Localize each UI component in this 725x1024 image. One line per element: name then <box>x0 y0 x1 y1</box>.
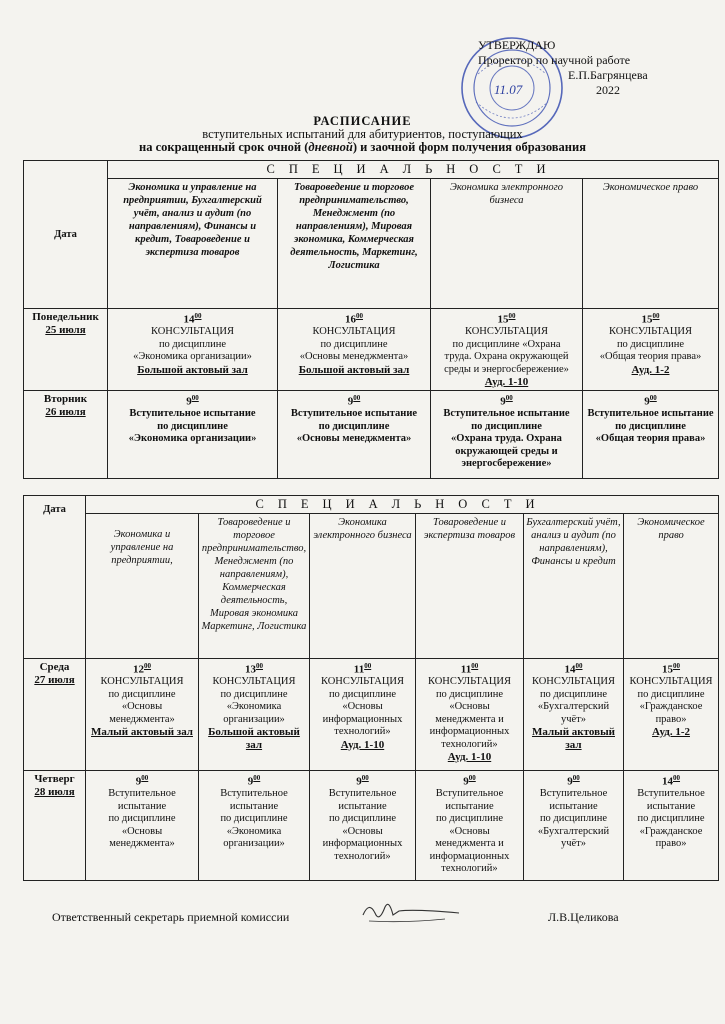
schedule-cell: $16^{00}$ КОНСУЛЬТАЦИЯ по дисциплине «Основы менеджмента» Большой актовый зал <box>278 309 431 391</box>
table-row <box>24 771 719 881</box>
approval-year: 2022 <box>596 83 620 97</box>
column-header: Экономика электронного бизнеса <box>310 514 416 659</box>
schedule-cell: $13^{00}$ КОНСУЛЬТАЦИЯ по дисциплине «Экономика организации» Большой актовый зал <box>199 659 310 771</box>
date-header: Дата <box>24 161 108 309</box>
table-row <box>24 309 719 391</box>
schedule-cell: $9^{00}$ Вступительное испытание по дисциплине «Основы менеджмента и информационных технологий» <box>416 771 524 881</box>
specialties-header: СПЕЦИАЛЬНОСТИ <box>108 161 719 179</box>
schedule-cell: $9^{00}$ Вступительное испытание по дисциплине «Основы информационных технологий» <box>310 771 416 881</box>
approval-block <box>478 38 708 98</box>
column-header: Экономика и управление на предприятии, <box>86 514 199 659</box>
title-main: РАСПИСАНИЕ <box>313 114 412 128</box>
date-header: Дата <box>24 496 86 659</box>
schedule-cell: $9^{00}$ Вступительное испытание по дисциплине «Экономика организации» <box>108 391 278 479</box>
column-header: Экономика электронного бизнеса <box>431 179 583 309</box>
schedule-cell: $9^{00}$ Вступительное испытание по дисциплине «Бухгалтерский учёт» <box>524 771 624 881</box>
approval-name: Е.П.Багрянцева <box>568 68 648 82</box>
schedule-cell: $9^{00}$ Вступительное испытание по дисциплине «Охрана труда. Охрана окружающей среды и энергосбережение» <box>431 391 583 479</box>
table-row <box>24 391 719 479</box>
row-date: Среда 27 июля <box>24 659 86 771</box>
column-header: Бухгалтерский учёт, анализ и аудит (по направлениям), Финансы и кредит <box>524 514 624 659</box>
schedule-cell: $12^{00}$ КОНСУЛЬТАЦИЯ по дисциплине «Основы менеджмента» Малый актовый зал <box>86 659 199 771</box>
schedule-cell: $9^{00}$ Вступительное испытание по дисциплине «Экономика организации» <box>199 771 310 881</box>
schedule-cell: $9^{00}$ Вступительное испытание по дисциплине «Основы менеджмента» <box>278 391 431 479</box>
schedule-cell: $15^{00}$ КОНСУЛЬТАЦИЯ по дисциплине «Общая теория права» Ауд. 1-2 <box>583 309 719 391</box>
signature <box>355 893 465 933</box>
schedule-cell: $14^{00}$ КОНСУЛЬТАЦИЯ по дисциплине «Бухгалтерский учёт» Малый актовый зал <box>524 659 624 771</box>
schedule-cell: $15^{00}$ КОНСУЛЬТАЦИЯ по дисциплине «Охрана труда. Охрана окружающей среды и энергосбережение» Ауд. 1-10 <box>431 309 583 391</box>
column-header: Товароведение и торговое предпринимательство, Менеджмент (по направлениям), Коммерческая деятельность, Мировая экономика Маркетинг, Логистика <box>199 514 310 659</box>
schedule-cell: $14^{00}$ Вступительное испытание по дисциплине «Гражданское право» <box>624 771 719 881</box>
schedule-cell: $11^{00}$ КОНСУЛЬТАЦИЯ по дисциплине «Основы информационных технологий» Ауд. 1-10 <box>310 659 416 771</box>
schedule-cell: $9^{00}$ Вступительное испытание по дисциплине «Основы менеджмента» <box>86 771 199 881</box>
approval-title: УТВЕРЖДАЮ <box>478 38 556 52</box>
document-title <box>0 115 725 154</box>
table-row <box>24 659 719 771</box>
footer-role: Ответственный секретарь приемной комиссии <box>52 910 290 924</box>
schedule-cell: $15^{00}$ КОНСУЛЬТАЦИЯ по дисциплине «Гражданское право» Ауд. 1-2 <box>624 659 719 771</box>
row-date: Понедельник 25 июля <box>24 309 108 391</box>
row-date: Четверг 28 июля <box>24 771 86 881</box>
title-forms: на сокращенный срок очной (дневной) и заочной форм получения образования <box>139 140 586 154</box>
schedule-table-1 <box>23 160 719 479</box>
title-subtitle: вступительных испытаний для абитуриентов, поступающих <box>202 127 523 141</box>
schedule-table-2 <box>23 495 719 881</box>
column-header: Экономика и управление на предприятии, Бухгалтерский учёт, анализ и аудит (по направлениям), Финансы и кредит, Товароведение и экспертиза товаров <box>108 179 278 309</box>
specialties-header: СПЕЦИАЛЬНОСТИ <box>86 496 719 514</box>
column-header: Товароведение и торговое предпринимательство, Менеджмент (по направлениям), Мировая экономика, Коммерческая деятельность, Маркетинг, Логистика <box>278 179 431 309</box>
schedule-cell: $14^{00}$ КОНСУЛЬТАЦИЯ по дисциплине «Экономика организации» Большой актовый зал <box>108 309 278 391</box>
schedule-cell: $9^{00}$ Вступительное испытание по дисциплине «Общая теория права» <box>583 391 719 479</box>
schedule-cell: $11^{00}$ КОНСУЛЬТАЦИЯ по дисциплине «Основы менеджмента и информационных технологий» Ауд. 1-10 <box>416 659 524 771</box>
approval-position: Проректор по научной работе <box>478 53 631 67</box>
column-header: Товароведение и экспертиза товаров <box>416 514 524 659</box>
column-header: Экономическое право <box>583 179 719 309</box>
column-header: Экономическое право <box>624 514 719 659</box>
stamp-date: 11.07 <box>494 82 523 97</box>
footer-name: Л.В.Целикова <box>548 910 619 924</box>
row-date: Вторник 26 июля <box>24 391 108 479</box>
